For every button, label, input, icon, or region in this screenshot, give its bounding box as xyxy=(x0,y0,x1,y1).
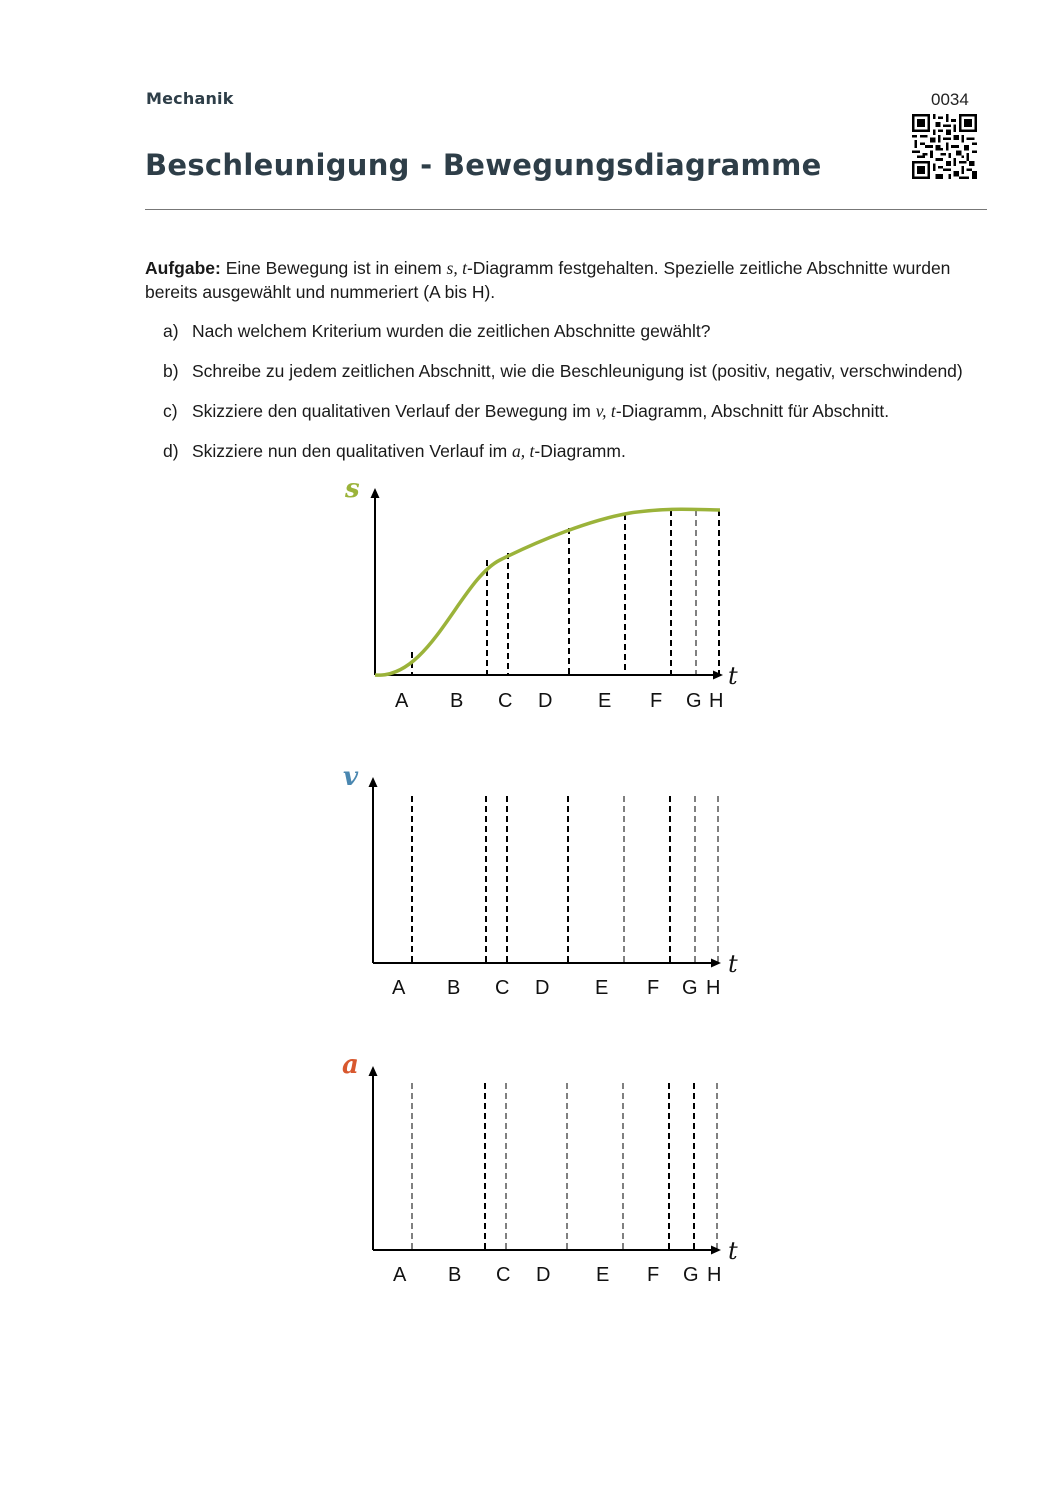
page-title: Beschleunigung - Bewegungsdiagramme xyxy=(145,148,822,182)
item-label: a) xyxy=(163,321,179,341)
task-label: Aufgabe: xyxy=(145,258,221,278)
item-text: Skizziere nun den qualitativen Verlauf im xyxy=(192,441,513,461)
section-label-a: A xyxy=(393,1264,407,1286)
section-label-b: B xyxy=(450,690,464,712)
task-item-b xyxy=(163,359,1053,399)
task-text-1: Eine Bewegung ist in einem xyxy=(220,258,447,278)
task-description xyxy=(145,256,975,304)
section-label-f: F xyxy=(647,977,660,999)
subject-label: Mechanik xyxy=(146,89,234,108)
section-label-c: C xyxy=(495,977,510,999)
task-item-c xyxy=(163,399,1053,439)
section-label-g: G xyxy=(683,1264,699,1286)
section-label-b: B xyxy=(448,1264,462,1286)
item-label: b) xyxy=(163,361,179,381)
item-label: c) xyxy=(163,401,178,421)
section-boundary-lines xyxy=(412,510,719,675)
y-axis-arrow xyxy=(369,1066,378,1076)
x-axis-label-t: t xyxy=(728,1237,738,1265)
section-label-e: E xyxy=(598,690,612,712)
y-axis-label-s: s xyxy=(345,474,360,504)
section-label-h: H xyxy=(709,690,724,712)
task-items xyxy=(163,319,1053,479)
vt-diagram xyxy=(330,760,760,1010)
section-label-d: D xyxy=(535,977,550,999)
x-axis-arrow xyxy=(711,1246,721,1255)
section-label-f: F xyxy=(647,1264,660,1286)
task-math-st: s, t xyxy=(446,258,467,278)
section-label-a: A xyxy=(392,977,406,999)
section-label-h: H xyxy=(707,1264,722,1286)
section-label-e: E xyxy=(595,977,609,999)
section-label-f: F xyxy=(650,690,663,712)
section-boundary-lines xyxy=(412,1083,717,1250)
item-text: Nach welchem Kriterium wurden die zeitlichen Abschnitte gewählt? xyxy=(192,321,711,341)
section-label-g: G xyxy=(686,690,702,712)
x-axis-label-t: t xyxy=(728,950,738,978)
section-label-a: A xyxy=(395,690,409,712)
x-axis-arrow xyxy=(711,959,721,968)
at-diagram xyxy=(330,1047,760,1297)
section-label-d: D xyxy=(538,690,553,712)
y-axis-arrow xyxy=(371,488,380,498)
section-label-b: B xyxy=(447,977,461,999)
item-text: Schreibe zu jedem zeitlichen Abschnitt, wie die Beschleunigung ist (positiv, negativ, verschwindend) xyxy=(192,361,963,381)
position-curve xyxy=(375,509,720,675)
qr-code-icon xyxy=(912,114,977,179)
item-label: d) xyxy=(163,441,179,461)
y-axis-arrow xyxy=(369,777,378,787)
item-math-at: a, t xyxy=(512,441,535,461)
x-axis-label-t: t xyxy=(728,662,738,690)
y-axis-label-v: v xyxy=(343,762,359,792)
item-math-vt: v, t xyxy=(595,401,616,421)
section-label-e: E xyxy=(596,1264,610,1286)
task-item-a xyxy=(163,319,1053,359)
item-text: Skizziere den qualitativen Verlauf der Bewegung im xyxy=(192,401,596,421)
section-label-g: G xyxy=(682,977,698,999)
section-labels xyxy=(393,1264,721,1286)
section-boundary-lines xyxy=(412,796,718,963)
section-label-d: D xyxy=(536,1264,551,1286)
header-divider xyxy=(145,209,987,210)
item-text-post: -Diagramm. xyxy=(534,441,626,461)
y-axis-label-a: a xyxy=(342,1050,359,1080)
section-label-c: C xyxy=(496,1264,511,1286)
section-labels xyxy=(392,977,720,999)
document-number: 0034 xyxy=(931,90,969,109)
section-label-c: C xyxy=(498,690,513,712)
item-text-post: -Diagramm, Abschnitt für Abschnitt. xyxy=(615,401,890,421)
section-labels xyxy=(395,690,723,712)
section-label-h: H xyxy=(706,977,721,999)
st-diagram xyxy=(330,470,760,720)
task-text-2: -Diagramm festgehalten. Spezielle zeitliche Abschnitte wurden bereits ausgewählt und nummeriert (A bis H). xyxy=(145,258,951,302)
